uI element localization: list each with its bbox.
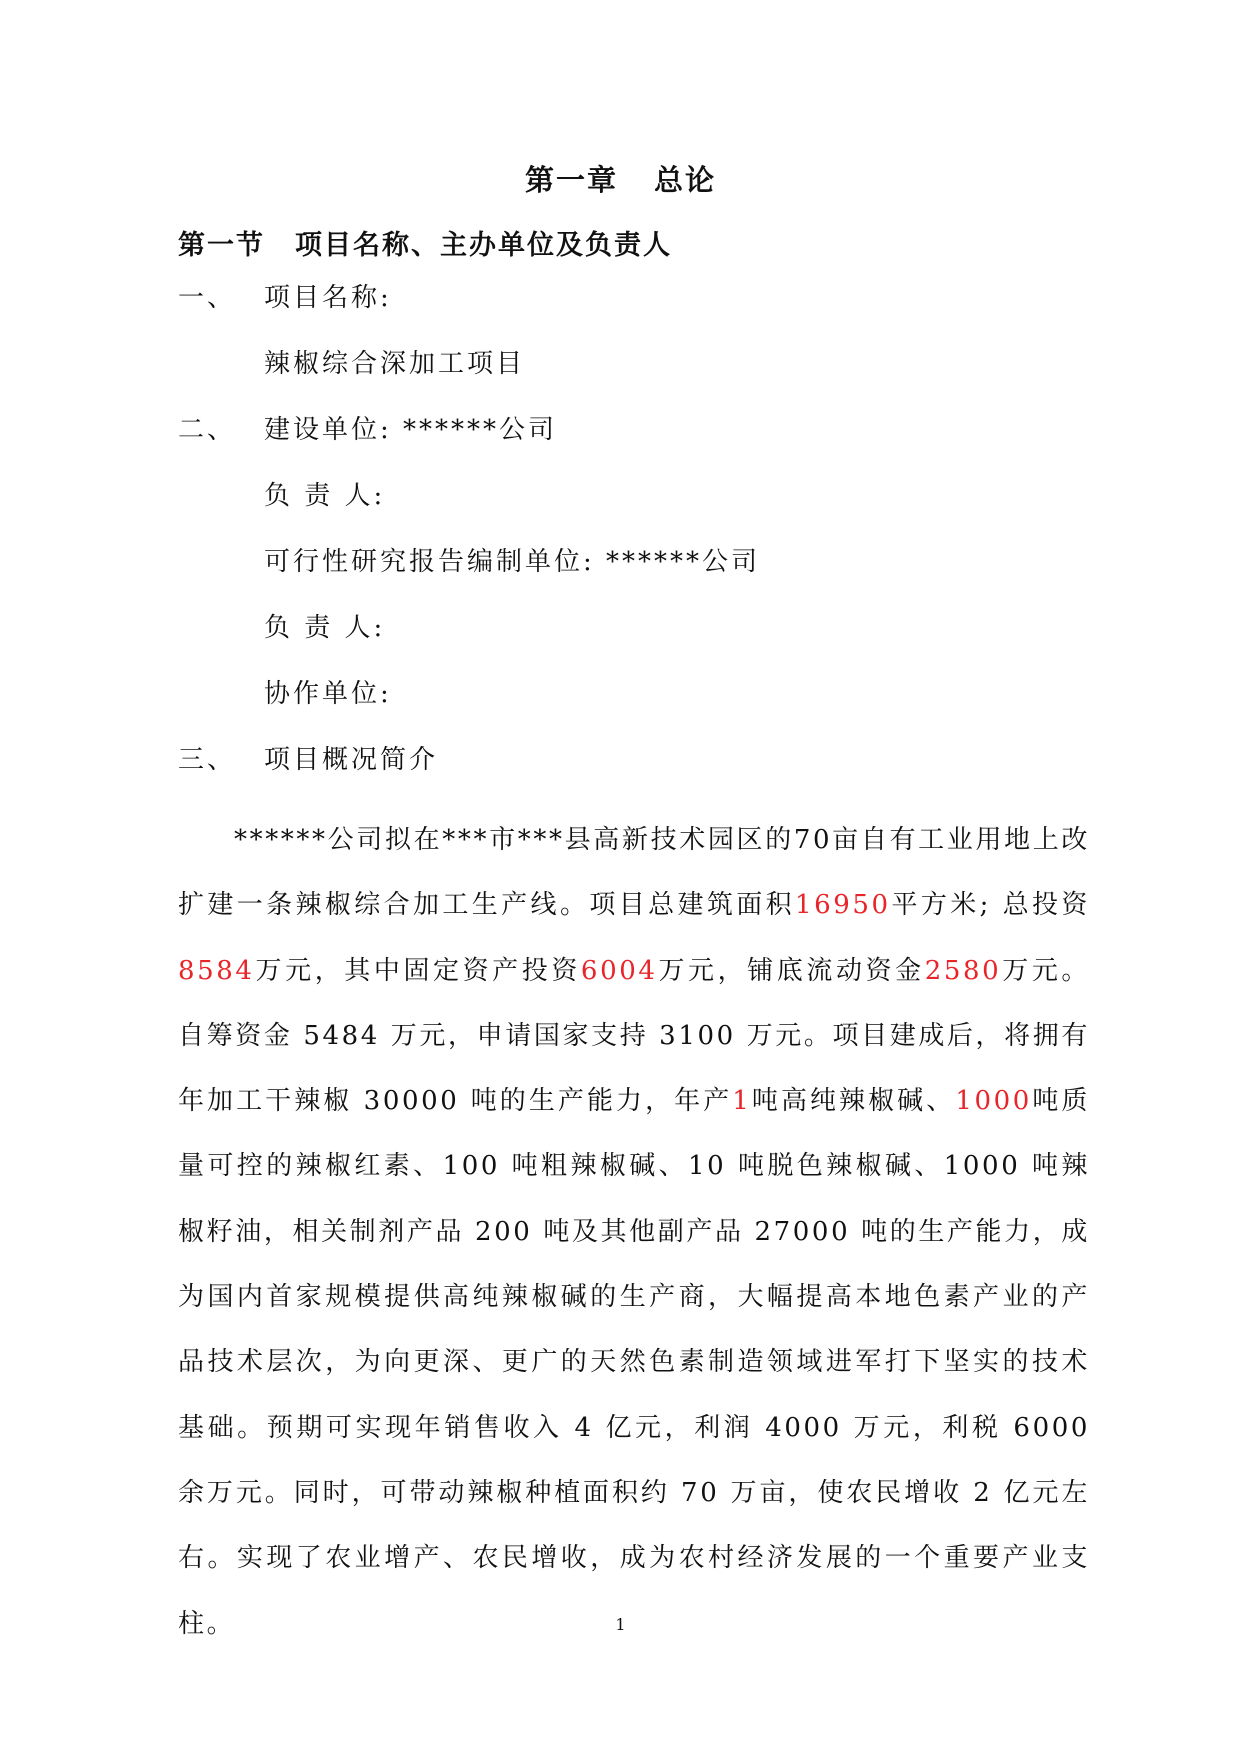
- item-number-2: 二、: [178, 415, 237, 445]
- project-name-label: 项目名称:: [264, 283, 392, 313]
- report-compiler-unit: 可行性研究报告编制单位: ******公司: [264, 547, 761, 577]
- item-number-1: 一、: [178, 283, 237, 313]
- responsible-person-1: 负 责 人:: [264, 481, 386, 511]
- section-name: 项目名称、主办单位及负责人: [295, 230, 672, 261]
- summary-text-5: 万元。自筹资金 5484 万元，申请国家支持 3100 万元。项目建成后，将拥有年加工干辣椒 30000 吨的生产能力，年产: [178, 955, 1090, 1117]
- section-number: 第一节: [178, 230, 265, 261]
- total-investment-value: 8584: [178, 955, 255, 986]
- fixed-investment-value: 6004: [580, 955, 658, 986]
- section-title: [178, 226, 672, 266]
- summary-text-6: 吨高纯辣椒碱、: [751, 1086, 956, 1117]
- chapter-name: 总论: [654, 163, 717, 197]
- project-overview-label: 项目概况简介: [264, 745, 439, 775]
- working-capital-value: 2580: [924, 955, 1002, 986]
- construction-unit: 建设单位: ******公司: [264, 415, 558, 445]
- chapter-title: [0, 160, 1241, 200]
- project-name-value: 辣椒综合深加工项目: [264, 349, 526, 379]
- project-summary-paragraph: [178, 808, 1090, 1657]
- chapter-number: 第一章: [524, 163, 618, 197]
- summary-text-2: 平方米; 总投资: [890, 890, 1090, 921]
- summary-text-3: 万元，其中固定资产投资: [254, 955, 581, 986]
- cooperation-unit: 协作单位:: [264, 679, 392, 709]
- responsible-person-2: 负 责 人:: [264, 613, 386, 643]
- high-purity-capsaicin-value: 1: [732, 1086, 752, 1117]
- building-area-value: 16950: [794, 890, 891, 921]
- summary-text-1: ******公司拟在***市***县高新技术园区的70亩自有工业用地上改扩建一条辣椒综合加工生产线。项目总建筑面积: [178, 825, 1090, 921]
- summary-text-7: 吨质量可控的辣椒红素、100 吨粗辣椒碱、10 吨脱色辣椒碱、1000 吨辣椒籽油，相关制剂产品 200 吨及其他副产品 27000 吨的生产能力，成为国内首家规模提供高纯辣椒碱的生产商，大幅提高本地色素产业的产品技术层次，为向更深、更广的天然色素制造领域进军打下坚实的技术基础。预期可实现年销售收入 4 亿元，利润 4000 万元，利税 6000 余万元。同时，可带动辣椒种植面积约 70 万亩，使农民增收 2 亿元左右。实现了农业增产、农民增收，成为农村经济发展的一个重要产业支柱。: [178, 1086, 1091, 1639]
- summary-text-4: 万元，铺底流动资金: [657, 955, 925, 986]
- page-number: 1: [615, 1615, 626, 1634]
- capsanthin-value: 1000: [955, 1086, 1032, 1117]
- item-number-3: 三、: [178, 745, 237, 775]
